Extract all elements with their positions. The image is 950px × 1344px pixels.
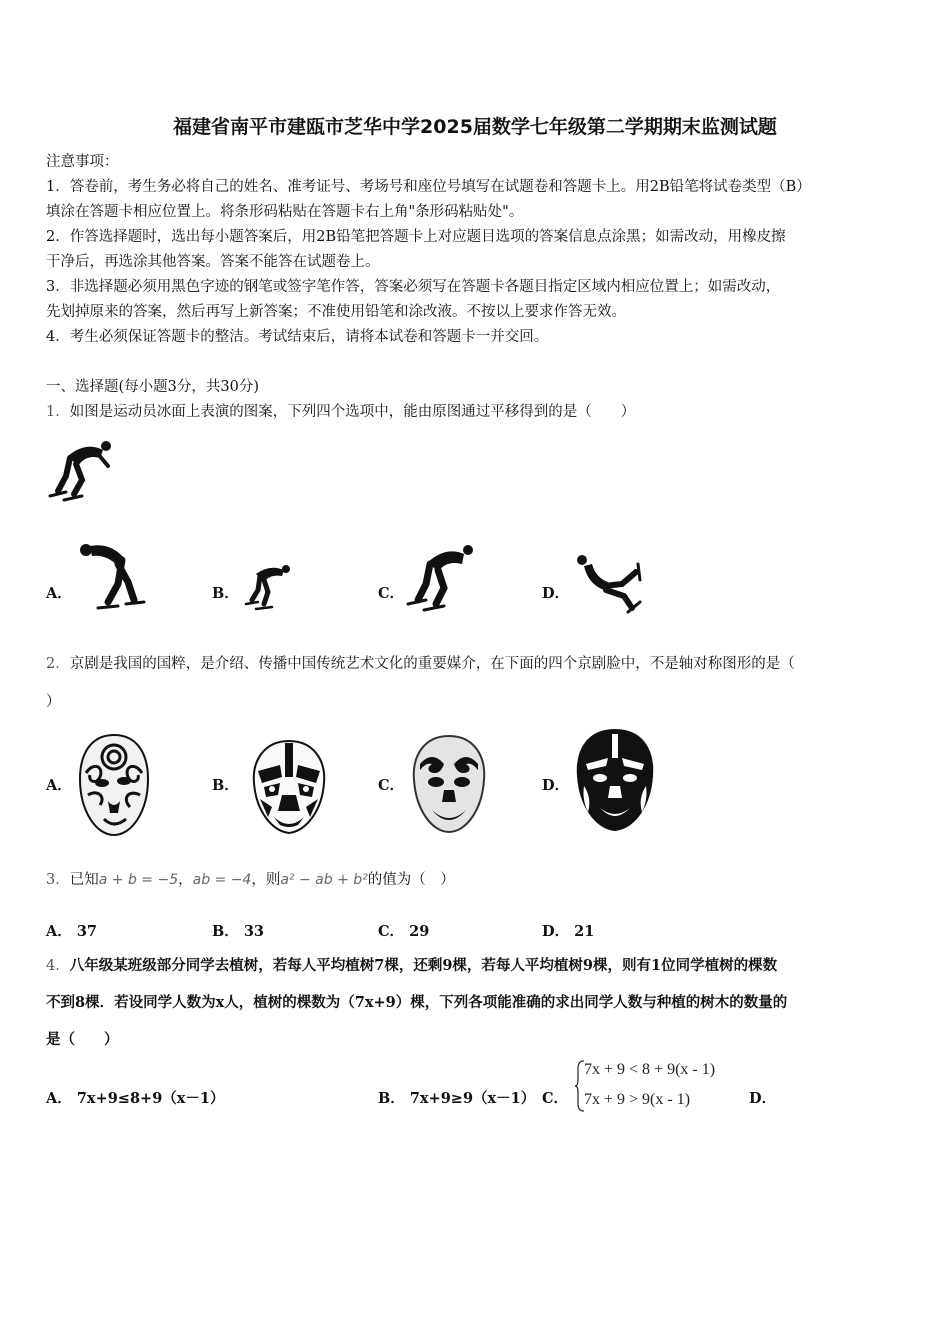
q4-option-a[interactable] bbox=[46, 1087, 225, 1108]
note-2-line-1: 2．作答选择题时，选出每小题答案后，用2B铅笔把答题卡上对应题目选项的答案信息点涂黑；如需改动，用橡皮擦 bbox=[46, 229, 786, 245]
q2-option-c-label[interactable]: C． bbox=[378, 777, 405, 794]
question-1-number: 1． bbox=[46, 404, 70, 420]
question-2-number: 2． bbox=[46, 656, 70, 672]
q2-option-d-label[interactable]: D． bbox=[542, 777, 570, 794]
q3-option-a[interactable] bbox=[46, 920, 97, 941]
question-4-number: 4． bbox=[46, 958, 70, 974]
opera-mask-a-icon[interactable] bbox=[78, 733, 150, 837]
q1-option-a-label[interactable]: A． bbox=[46, 585, 72, 602]
q4-option-d-label[interactable]: D． bbox=[749, 1090, 777, 1107]
question-4-stem-line-2: 不到8棵．若设同学人数为x人，植树的棵数为（7x+9）棵，下列各项能准确的求出同学人数与种植的树木的数量的 bbox=[46, 994, 788, 1011]
q3-option-d[interactable] bbox=[542, 920, 594, 941]
question-4-text-line-1: 八年级某班级部分同学去植树，若每人平均植树7棵，还剩9棵，若每人平均植树9棵，则有1位同学植树的棵数 bbox=[69, 957, 778, 974]
question-2-stem-line-2: ） bbox=[46, 694, 61, 710]
q3-option-c-value: 29 bbox=[409, 923, 430, 940]
question-3-expr-2: ab = −4 bbox=[192, 872, 252, 888]
skater-option-c-icon[interactable] bbox=[408, 540, 478, 612]
q3-option-a-value: 37 bbox=[76, 923, 98, 940]
note-1-line-2: 填涂在答题卡相应位置上。将条形码粘贴在答题卡右上角"条形码粘贴处"。 bbox=[46, 204, 524, 220]
q3-option-b[interactable] bbox=[212, 920, 264, 941]
notes-heading: 注意事项： bbox=[46, 154, 119, 170]
question-2-text: 京剧是我国的国粹，是介绍、传播中国传统艺术文化的重要媒介，在下面的四个京剧脸中，不是轴对称图形的是（ bbox=[69, 656, 795, 672]
section-heading: 一、选择题(每小题3分，共30分) bbox=[46, 379, 259, 395]
opera-mask-d-icon[interactable] bbox=[574, 728, 656, 832]
q4-option-a-value: 7x+9≤8+9（x－1） bbox=[76, 1090, 225, 1107]
skater-original-figure bbox=[48, 436, 118, 506]
note-1-line-1: 1．答卷前，考生务必将自己的姓名、准考证号、考场号和座位号填写在试题卷和答题卡上。用2B铅笔将试卷类型（B） bbox=[46, 179, 811, 195]
question-3-suffix: 的值为（ ） bbox=[367, 872, 455, 888]
q4-option-c-equation-2: 7x + 9 > 9(x - 1) bbox=[584, 1091, 691, 1108]
q4-option-c-label[interactable]: C． bbox=[542, 1090, 569, 1107]
q3-option-b-value: 33 bbox=[243, 923, 265, 940]
opera-mask-b-icon[interactable] bbox=[246, 737, 332, 835]
question-3-stem bbox=[46, 868, 455, 889]
question-4-stem-line-3: 是（ ） bbox=[46, 1031, 119, 1048]
q3-option-c-label: C． bbox=[378, 923, 405, 940]
question-3-prefix: 已知 bbox=[69, 872, 99, 888]
question-1-stem bbox=[46, 400, 635, 421]
q1-option-c-label[interactable]: C． bbox=[378, 585, 405, 602]
note-4: 4．考生必须保证答题卡的整洁。考试结束后，请将本试卷和答题卡一并交回。 bbox=[46, 329, 549, 345]
q1-option-d-label[interactable]: D． bbox=[542, 585, 570, 602]
question-3-mid: ，则 bbox=[251, 872, 281, 888]
note-3-line-2: 先划掉原来的答案，然后再写上新答案；不准使用铅笔和涂改液。不按以上要求作答无效。 bbox=[46, 304, 626, 320]
q2-option-b-label[interactable]: B． bbox=[212, 777, 239, 794]
question-1-text: 如图是运动员冰面上表演的图案，下列四个选项中，能由原图通过平移得到的是（ ） bbox=[69, 404, 636, 420]
q4-option-a-label: A． bbox=[46, 1090, 72, 1107]
opera-mask-c-icon[interactable] bbox=[410, 734, 488, 834]
skater-option-b-icon[interactable] bbox=[246, 562, 292, 612]
note-2-line-2: 干净后，再选涂其他答案。答案不能答在试题卷上。 bbox=[46, 254, 380, 270]
question-3-expr-1: a + b = −5 bbox=[98, 872, 179, 888]
q3-option-d-label: D． bbox=[542, 923, 570, 940]
q4-option-b-label: B． bbox=[378, 1090, 405, 1107]
skater-option-d-icon[interactable] bbox=[574, 550, 644, 616]
q3-option-a-label: A． bbox=[46, 923, 72, 940]
q4-option-b-value: 7x+9≥9（x－1） bbox=[409, 1090, 536, 1107]
q3-option-c[interactable] bbox=[378, 920, 429, 941]
skater-option-a-icon[interactable] bbox=[78, 540, 146, 614]
q3-option-d-value: 21 bbox=[574, 923, 595, 940]
question-3-number: 3． bbox=[46, 872, 70, 888]
question-3-sep: ， bbox=[178, 872, 193, 888]
q2-option-a-label[interactable]: A． bbox=[46, 777, 72, 794]
question-4-stem-line-1 bbox=[46, 954, 777, 975]
note-3-line-1: 3．非选择题必须用黑色字迹的钢笔或签字笔作答，答案必须写在答题卡各题目指定区域内相应位置上；如需改动， bbox=[46, 279, 781, 295]
question-3-expr-3: a² − ab + b² bbox=[280, 872, 368, 888]
q3-option-b-label: B． bbox=[212, 923, 239, 940]
q4-option-c-equation-1: 7x + 9 < 8 + 9(x - 1) bbox=[584, 1061, 716, 1078]
page-title: 福建省南平市建瓯市芝华中学2025届数学七年级第二学期期末监测试题 bbox=[173, 116, 777, 138]
q1-option-b-label[interactable]: B． bbox=[212, 585, 239, 602]
question-2-stem-line-1 bbox=[46, 652, 795, 673]
q4-option-b[interactable] bbox=[378, 1087, 535, 1108]
